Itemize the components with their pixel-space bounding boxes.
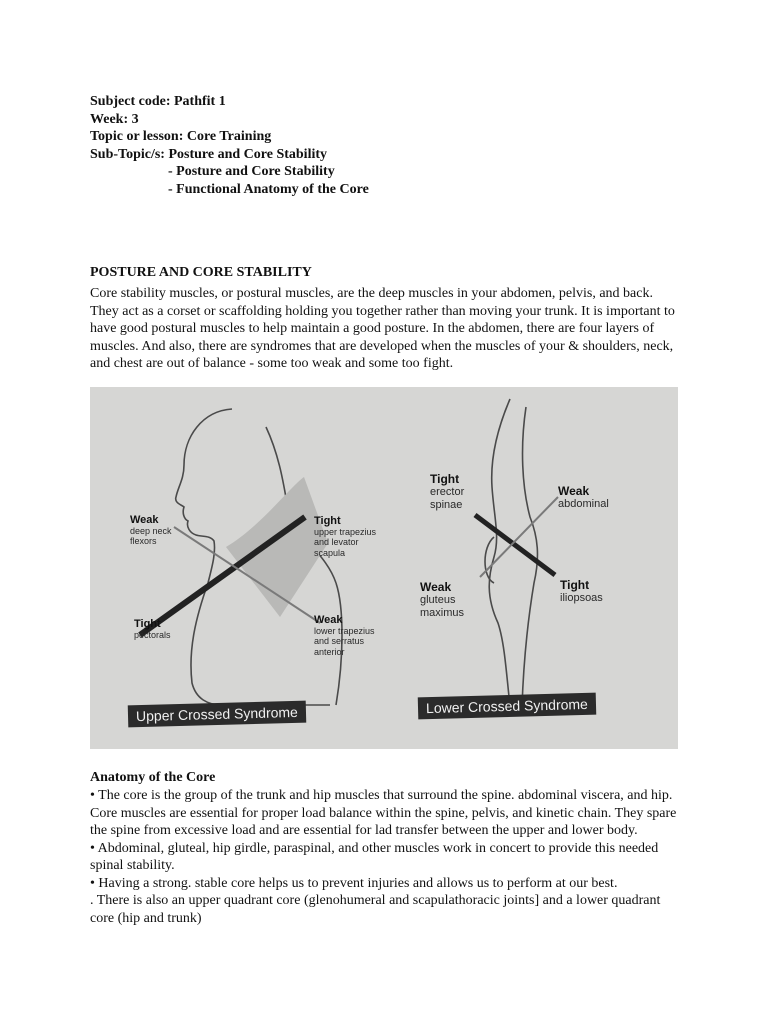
section-heading: POSTURE AND CORE STABILITY xyxy=(90,265,312,280)
topic: Topic or lesson: Core Training xyxy=(90,129,272,144)
upper-crossed-caption: Upper Crossed Syndrome xyxy=(128,701,306,728)
week: Week: 3 xyxy=(90,111,139,127)
neck-muscles xyxy=(226,477,328,617)
label-tight-pectorals: Tight pectorals xyxy=(134,618,171,640)
crossed-syndrome-figure xyxy=(90,387,678,749)
label-tight-trapezius: Tight upper trapezius and levator scapula xyxy=(314,515,377,558)
subtopic: Sub-Topic/s: Posture and Core Stability xyxy=(90,146,328,162)
posture-paragraph: Core stability muscles, or postural muscles, are the deep muscles in your abdomen, pelvis, and back. They act as a corset or scaffolding holding you together rather than moving your trunk. It is important to have good postural muscles to help maintain a good posture. In the abdomen, there are four layers of muscles. And also, there are syndromes that are developed when the muscles of your & shoulders, neck, and chest are out of balance - some too weak and some too fight. xyxy=(90,286,675,372)
anatomy-paragraph: . There is also an upper quadrant core (glenohumeral and scapulathoracic joints] and a lower quadrant core (hip and trunk) xyxy=(90,893,661,926)
label-tight-iliopsoas: Tight iliopsoas xyxy=(560,578,603,604)
lower-crossed-caption: Lower Crossed Syndrome xyxy=(418,693,596,720)
label-tight-erector: Tight erector spinae xyxy=(430,472,465,511)
anatomy-body xyxy=(90,787,680,927)
label-weak-gluteus: Weak gluteus maximus xyxy=(420,580,465,619)
subtopic-item: - Functional Anatomy of the Core xyxy=(168,181,369,197)
label-weak-neck: Weak deep neck flexors xyxy=(130,514,172,546)
anatomy-heading: Anatomy of the Core xyxy=(90,770,216,785)
subtopic-item: - Posture and Core Stability xyxy=(168,164,335,179)
lower-tight-line xyxy=(475,515,555,575)
subject-code: Subject code: Pathfit 1 xyxy=(90,94,226,109)
anatomy-paragraph: • The core is the group of the trunk and hip muscles that surround the spine. abdominal viscera, and hip. Core muscles are essential for proper load balance within the spine, pelvis, and kinetic chain. They spare the spine from excessive load and are essential for lad transfer between the upper and lower body. xyxy=(90,788,677,838)
lesson-header xyxy=(90,93,369,198)
anatomy-paragraph: • Having a strong. stable core helps us to prevent injuries and allows us to perform at our best. xyxy=(90,875,618,891)
label-weak-lower-trapezius: Weak lower trapezius and serratus anterior xyxy=(314,614,375,657)
anatomy-paragraph: • Abdominal, gluteal, hip girdle, paraspinal, and other muscles work in concert to provide this needed spinal stability. xyxy=(90,840,659,873)
lower-weak-line xyxy=(480,497,558,577)
label-weak-abdominal: Weak abdominal xyxy=(558,484,609,510)
